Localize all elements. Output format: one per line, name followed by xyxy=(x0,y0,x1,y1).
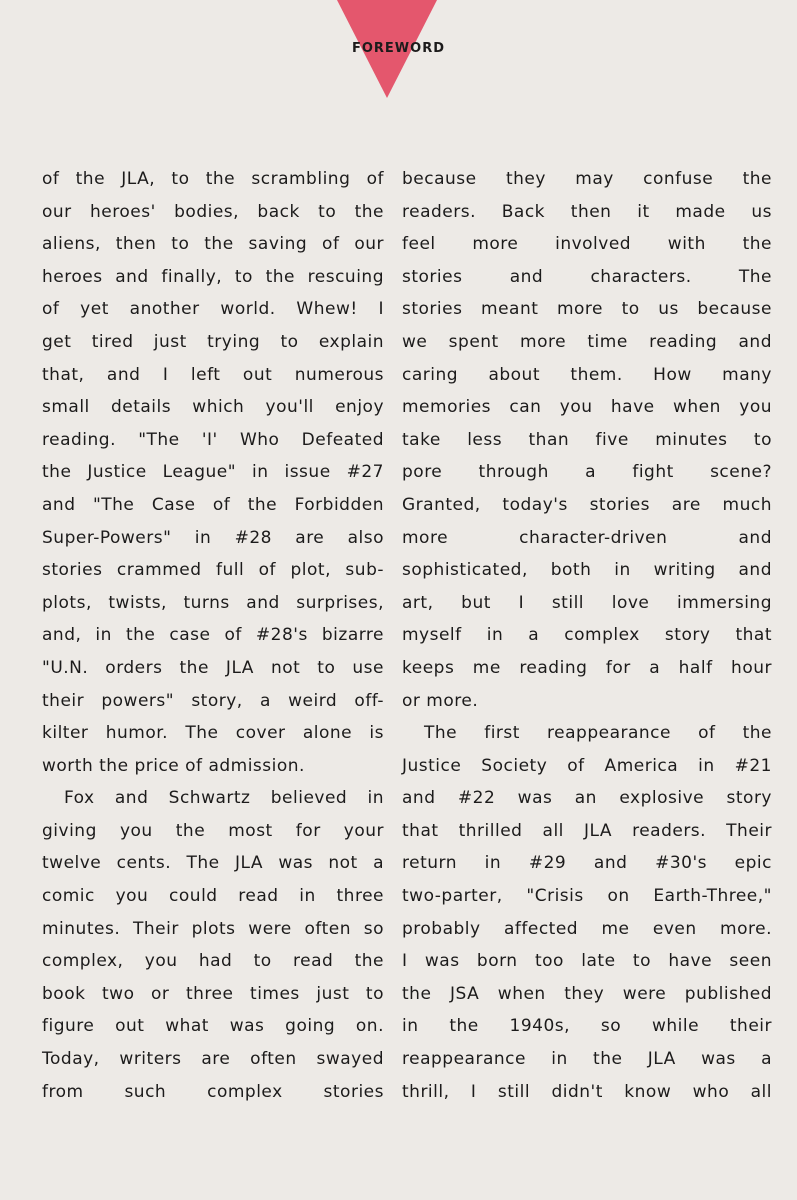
text-line: minutes. Their plots were often so xyxy=(42,918,384,939)
text-line: return in #29 and #30's epic xyxy=(402,853,772,874)
text-line: pore through a fight scene? xyxy=(402,462,772,483)
text-line: The first reappearance of the xyxy=(424,723,772,744)
text-line: memories can you have when you xyxy=(402,397,772,418)
text-line: complex, you had to read the xyxy=(42,951,384,972)
text-line: readers. Back then it made us xyxy=(402,201,772,222)
text-line: heroes and finally, to the rescuing xyxy=(42,266,384,287)
text-line: that, and I left out numerous xyxy=(42,364,384,385)
text-line: giving you the most for your xyxy=(42,820,384,841)
text-line: Justice Society of America in #21 xyxy=(402,755,772,776)
text-line: and, in the case of #28's bizarre xyxy=(42,625,384,646)
text-line: or more. xyxy=(402,690,479,711)
text-line: Super-Powers" in #28 are also xyxy=(42,527,384,548)
text-line: in the 1940s, so while their xyxy=(402,1016,772,1037)
left-text-column xyxy=(42,163,384,1108)
text-line: I was born too late to have seen xyxy=(402,951,772,972)
text-line: plots, twists, turns and surprises, xyxy=(42,592,384,613)
text-line: caring about them. How many xyxy=(402,364,772,385)
text-line: get tired just trying to explain xyxy=(42,331,384,352)
text-line: book two or three times just to xyxy=(42,983,384,1004)
text-line: because they may confuse the xyxy=(402,169,772,189)
text-line: from such complex stories xyxy=(42,1081,384,1102)
text-line: small details which you'll enjoy xyxy=(42,397,384,418)
text-line: Granted, today's stories are much xyxy=(402,494,772,515)
text-line: reading. "The 'I' Who Defeated xyxy=(42,429,384,450)
text-line: the JSA when they were published xyxy=(402,983,772,1004)
text-line: and #22 was an explosive story xyxy=(402,788,772,809)
text-line: that thrilled all JLA readers. Their xyxy=(402,820,772,841)
text-line: Fox and Schwartz believed in xyxy=(64,788,384,809)
text-line: twelve cents. The JLA was not a xyxy=(42,853,384,874)
text-line: myself in a complex story that xyxy=(402,625,772,646)
text-line: art, but I still love immersing xyxy=(402,592,772,613)
text-line: keeps me reading for a half hour xyxy=(402,657,772,678)
text-line: sophisticated, both in writing and xyxy=(402,560,772,581)
text-line: stories meant more to us because xyxy=(402,299,772,320)
text-line: more character-driven and xyxy=(402,527,772,548)
text-line: "U.N. orders the JLA not to use xyxy=(42,657,384,678)
text-line: of yet another world. Whew! I xyxy=(42,299,384,320)
text-line: we spent more time reading and xyxy=(402,331,772,352)
text-line: of the JLA, to the scrambling of xyxy=(42,169,384,189)
text-line: comic you could read in three xyxy=(42,886,384,907)
text-line: their powers" story, a weird off- xyxy=(42,690,384,711)
text-line: two-parter, "Crisis on Earth-Three," xyxy=(402,886,772,907)
text-line: aliens, then to the saving of our xyxy=(42,234,384,255)
text-line: thrill, I still didn't know who all xyxy=(402,1081,772,1102)
text-line: stories crammed full of plot, sub- xyxy=(42,560,384,581)
text-line: probably affected me even more. xyxy=(402,918,772,939)
text-line: figure out what was going on. xyxy=(42,1016,384,1037)
text-line: stories and characters. The xyxy=(402,266,772,287)
text-line: our heroes' bodies, back to the xyxy=(42,201,384,222)
text-line: reappearance in the JLA was a xyxy=(402,1049,772,1070)
page-header: FOREWORD xyxy=(351,41,445,56)
right-text-column xyxy=(402,163,772,1108)
text-line: and "The Case of the Forbidden xyxy=(42,494,384,515)
text-line: take less than five minutes to xyxy=(402,429,772,450)
text-line: kilter humor. The cover alone is xyxy=(42,723,384,744)
text-line: feel more involved with the xyxy=(402,234,772,255)
text-line: the Justice League" in issue #27 xyxy=(42,462,384,483)
text-line: worth the price of admission. xyxy=(42,755,305,776)
text-line: Today, writers are often swayed xyxy=(42,1049,384,1070)
